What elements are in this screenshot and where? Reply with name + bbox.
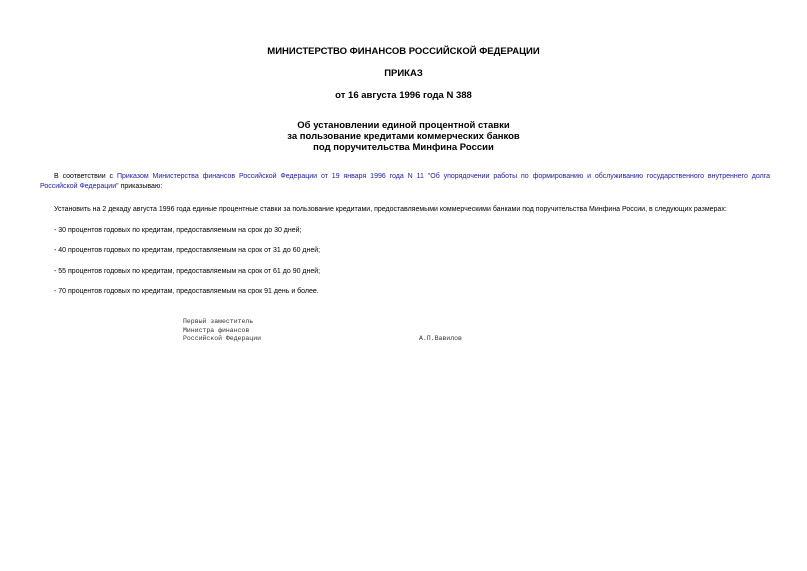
signer-name: А.П.Вавилов — [419, 335, 462, 342]
order-subject — [0, 120, 807, 153]
signer-position-line: Министра финансов — [183, 326, 250, 334]
establish-paragraph: Установить на 2 декаду августа 1996 года единые процентные ставки за пользование кредитами, предоставляемыми коммерческими банками под поручительства Минфина России, в следующих размерах: — [54, 206, 727, 213]
rate-item: - 70 процентов годовых по кредитам, предоставляемым на срок 91 день и более. — [54, 288, 319, 295]
order-type: ПРИКАЗ — [384, 68, 423, 79]
rate-item: - 40 процентов годовых по кредитам, предоставляемым на срок от 31 до 60 дней; — [54, 247, 321, 254]
basis-first-line — [54, 172, 770, 182]
basis-suffix: приказываю: — [118, 182, 163, 190]
rate-item: - 30 процентов годовых по кредитам, предоставляемым на срок до 30 дней; — [54, 227, 302, 234]
ministry-name: МИНИСТЕРСТВО ФИНАНСОВ РОССИЙСКОЙ ФЕДЕРАЦИИ — [267, 46, 540, 57]
basis-paragraph — [40, 172, 770, 191]
subject-line: Об установлении единой процентной ставки — [297, 120, 510, 131]
basis-document-link-continued[interactable]: Российской Федерации" — [40, 182, 119, 190]
basis-second-line — [40, 182, 770, 192]
basis-prefix: В соответствии с — [54, 173, 117, 180]
basis-document-link[interactable]: Приказом Министерства финансов Российской Федерации от 19 января 1996 года N 11 "Об упорядочении работы по формированию и обслуживанию государственного внутреннего долга — [116, 173, 770, 180]
signature-block — [183, 318, 462, 344]
rate-item: - 55 процентов годовых по кредитам, предоставляемым на срок от 61 до 90 дней; — [54, 268, 321, 275]
signer-position-line: Российской Федерации — [183, 335, 262, 342]
subject-line: за пользование кредитами коммерческих банков — [287, 131, 520, 142]
subject-line: под поручительства Минфина России — [313, 142, 494, 153]
signer-position-line: Первый заместитель — [183, 318, 254, 325]
order-date: от 16 августа 1996 года N 388 — [335, 90, 472, 101]
